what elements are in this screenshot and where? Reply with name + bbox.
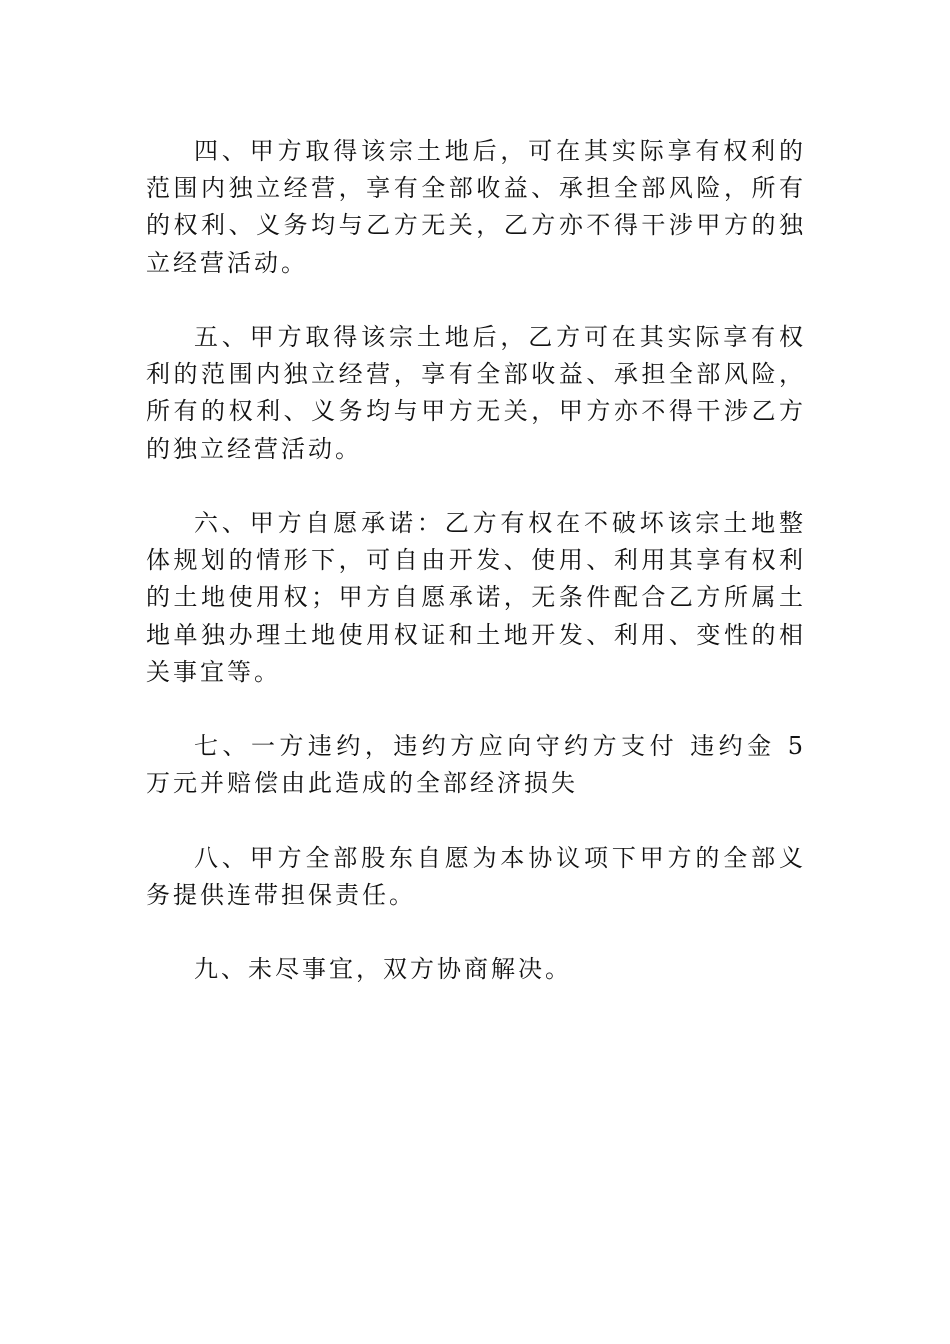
clause-8: 八、甲方全部股东自愿为本协议项下甲方的全部义务提供连带担保责任。: [146, 843, 806, 909]
clause-7: 七、一方违约，违约方应向守约方支付 违约金 5 万元并赔偿由此造成的全部经济损失: [146, 732, 806, 798]
document-body: [146, 133, 806, 989]
clause-6: 六、甲方自愿承诺：乙方有权在不破坏该宗土地整体规划的情形下，可自由开发、使用、利用其享有权利的土地使用权；甲方自愿承诺，无条件配合乙方所属土地单独办理土地使用权证和土地开发、利用、变性的相关事宜等。: [146, 509, 806, 686]
clause-4: 四、甲方取得该宗土地后，可在其实际享有权利的范围内独立经营，享有全部收益、承担全部风险，所有的权利、义务均与乙方无关，乙方亦不得干涉甲方的独立经营活动。: [146, 137, 806, 277]
clause-5: 五、甲方取得该宗土地后，乙方可在其实际享有权利的范围内独立经营，享有全部收益、承担全部风险，所有的权利、义务均与甲方无关，甲方亦不得干涉乙方的独立经营活动。: [146, 323, 806, 463]
clause-9: 九、未尽事宜，双方协商解决。: [194, 955, 572, 984]
